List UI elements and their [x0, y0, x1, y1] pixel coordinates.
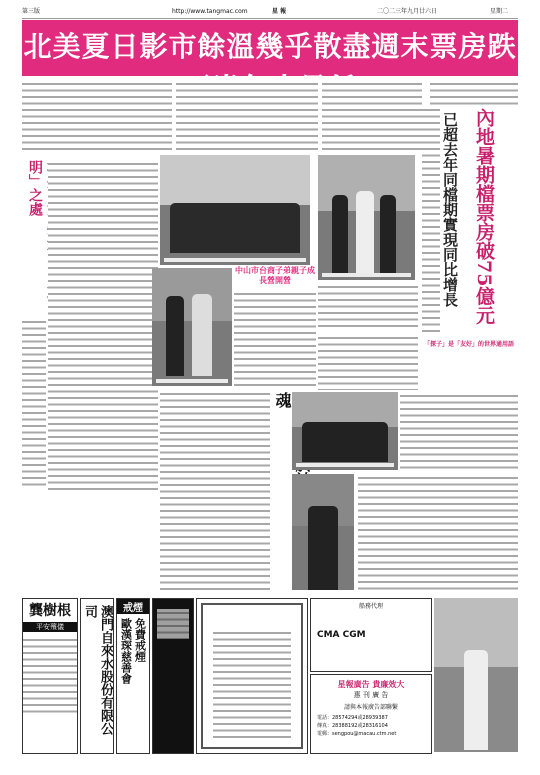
ad-water-name: 澳門自來水股份有限公司: [82, 605, 113, 735]
event-photo-group: [160, 155, 310, 265]
article-text-mid-top: [176, 80, 318, 154]
museum-text-2: [22, 318, 46, 490]
ad-advertise-contact: 請與本報廣告部聯繫: [343, 704, 398, 711]
article-text-right-top: [322, 80, 422, 154]
page-number: 第三版: [22, 8, 41, 15]
zhongshan-text: [234, 290, 316, 388]
ad-black: [152, 598, 194, 754]
wang-photo-group: [292, 392, 398, 470]
article-text-mid: [318, 283, 418, 331]
ad-shipping-label: 船務代理: [358, 603, 383, 610]
ad-advertise-tel: 電話：28574294或28939387: [317, 715, 388, 721]
ad-advertise-email: 電郵：sengpou@macau.ctm.net: [317, 731, 397, 737]
event-photo-stage: [318, 155, 415, 280]
ad-notice: [196, 598, 308, 754]
newspaper-name: 星 報: [272, 8, 287, 15]
website-url: http://www.tangmac.com: [172, 8, 248, 15]
event-photo-hosts: [152, 268, 232, 386]
ad-photo-model: [434, 598, 518, 752]
ad-smoking-line1: 免費戒煙: [133, 618, 147, 662]
ad-smoking: [116, 598, 150, 754]
ad-advertise-title: 星報廣告 貴廉效大: [337, 680, 405, 689]
ad-smoking-title: 戒煙: [117, 599, 149, 614]
issue-date: 二〇二三年九月廿六日: [377, 8, 438, 15]
mainland-text: [422, 106, 440, 336]
ad-funeral-sub: 平安殯儀: [23, 622, 77, 632]
article-text-lower-left: [160, 390, 270, 590]
article-text-right-mid: [318, 334, 418, 390]
article-text-left-top: [22, 80, 172, 154]
museum-text: [48, 160, 158, 490]
headline: 北美夏日影市餘溫幾乎散盡週末票房跌: [23, 30, 517, 63]
wang-photo-portrait: [292, 474, 354, 590]
museum-headline: 明」之處: [27, 160, 43, 216]
zhongshan-headline: 中山市台商子弟親子成長營開營: [235, 266, 315, 285]
ad-funeral: [22, 598, 78, 754]
ad-advertise-sub: 惠 刊 廣 告: [353, 691, 389, 699]
ad-advertise: [310, 674, 432, 754]
ad-shipping: [310, 598, 432, 672]
photo-caption-right: 「探子」是「友好」的世界通用語: [423, 341, 514, 348]
headline-banner: [22, 20, 518, 76]
ad-water: [80, 598, 114, 754]
mainland-subheadline: 已超去年同檔期實現同比增長: [441, 112, 459, 307]
article-text-lower-right-top: [400, 392, 518, 470]
ad-funeral-name: 龔樹根: [29, 603, 71, 619]
wang-headline: 於詩 魂: [273, 392, 312, 488]
page-header: [22, 6, 518, 19]
article-text-lower-right: [358, 474, 518, 590]
ad-smoking-line2: 歐漢琛慈善會: [119, 618, 133, 684]
ad-shipping-brand: CMA CGM: [317, 630, 366, 640]
weekday: 星期二: [490, 8, 509, 15]
mainland-headline: 內地暑期檔票房破75億元: [473, 108, 495, 325]
article-text-far-right: [430, 80, 518, 106]
ad-advertise-fax: 傳真：28388192或28316104: [317, 723, 388, 729]
